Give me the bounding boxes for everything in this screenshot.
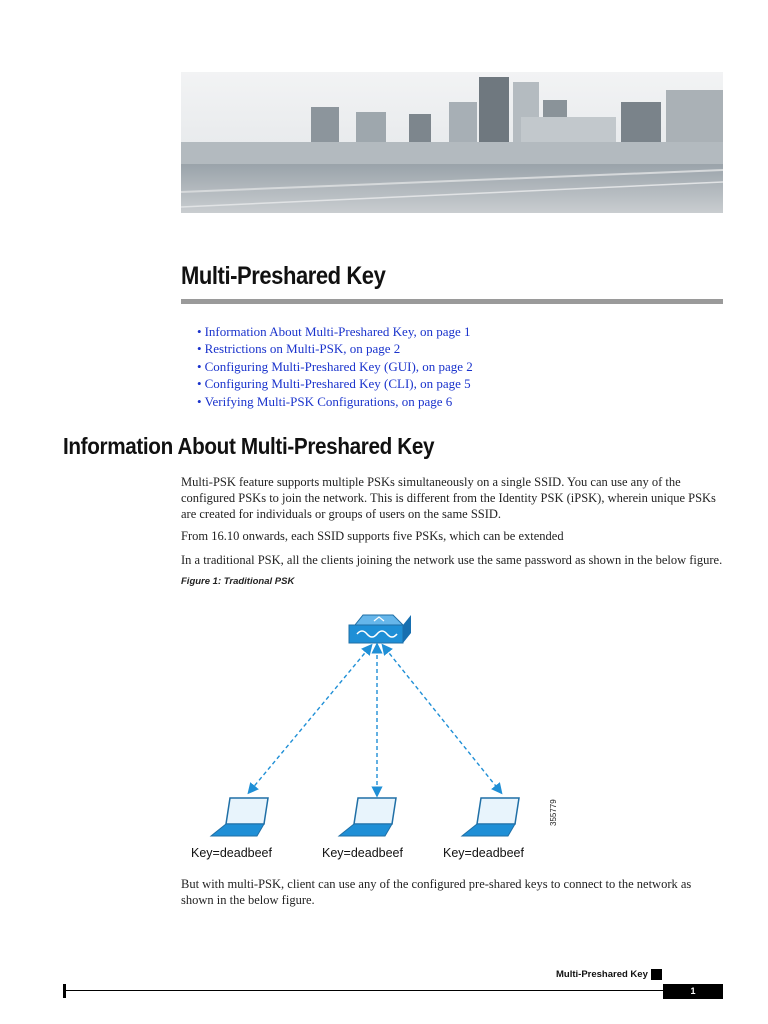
footer-chapter-title: Multi-Preshared Key [556,969,648,980]
traditional-psk-figure [181,600,726,868]
toc-item [197,358,473,375]
toc-item [197,393,473,410]
page-number: 1 [663,984,723,999]
footer-rule [66,990,663,991]
toc-link-restrictions[interactable]: Restrictions on Multi-PSK, on page 2 [204,341,401,357]
toc-item [197,375,473,392]
chapter-title: Multi-Preshared Key [181,262,386,290]
bullet: • [197,376,202,392]
access-point-icon [349,615,411,643]
paragraph: Multi-PSK feature supports multiple PSKs simultaneously on a single SSID. You can use any of the configured PSKs to join the network. This is different from the Identity PSK (iPSK), wherein unique PSKs are created for individuals or groups of users on the same SSID. [181,475,716,521]
section-title: Information About Multi-Preshared Key [63,433,435,459]
header-banner-image [181,72,723,213]
bullet: • [197,393,202,409]
toc-item [197,323,473,340]
paragraph: In a traditional PSK, all the clients joining the network use the same password as shown in the below figure. [181,553,723,567]
bullet: • [197,358,202,374]
toc-link-verifying[interactable]: Verifying Multi-PSK Configurations, on page 6 [204,393,453,409]
bullet: • [197,324,202,339]
chapter-title-rule [181,299,723,304]
toc-link-configuring-gui[interactable]: Configuring Multi-Preshared Key (GUI), on page 2 [204,358,473,374]
laptop-icon [211,798,268,836]
toc-item [197,340,473,357]
paragraph: But with multi-PSK, client can use any of the configured pre-shared keys to connect to the network as shown in the below figure. [181,877,692,907]
footer-left-mark [63,984,66,998]
chapter-toc [197,323,473,410]
client-key-label: Key=deadbeef [322,846,403,860]
toc-link-configuring-cli[interactable]: Configuring Multi-Preshared Key (CLI), on page 5 [204,376,471,392]
bullet: • [197,341,202,357]
figure-caption: Figure 1: Traditional PSK [181,576,295,587]
laptop-icon [462,798,519,836]
footer-marker [651,969,662,980]
laptop-icon [339,798,396,836]
figure-id: 355779 [549,799,558,826]
toc-link-information[interactable]: Information About Multi-Preshared Key, on page 1 [204,324,471,339]
client-key-label: Key=deadbeef [191,846,272,860]
client-key-label: Key=deadbeef [443,846,524,860]
paragraph: From 16.10 onwards, each SSID supports five PSKs, which can be extended [181,529,564,543]
